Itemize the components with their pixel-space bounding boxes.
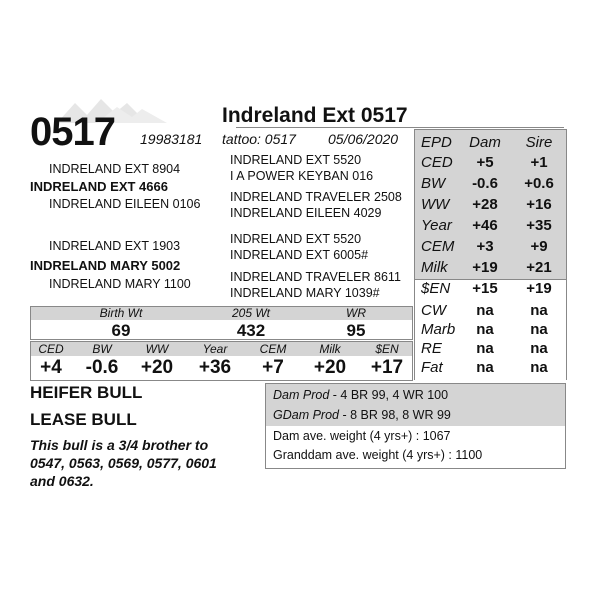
bull-epd-header: Year xyxy=(202,342,228,356)
dam-prod-line xyxy=(273,388,448,402)
bull-epd-value: +7 xyxy=(262,357,284,378)
bull-epd-value: +20 xyxy=(313,357,347,378)
epd-label: Year xyxy=(421,217,452,234)
bull-epd-value: +4 xyxy=(40,357,62,378)
pedigree-right-line: INDRELAND EILEEN 4029 xyxy=(230,206,382,220)
pedigree-right-line: INDRELAND MARY 1039# xyxy=(230,286,380,300)
epd-sire-value: na xyxy=(530,321,548,338)
epd-dam-value: +19 xyxy=(472,259,498,276)
bull-epd-header: CEM xyxy=(259,342,287,356)
maternal-granddam: INDRELAND MARY 1100 xyxy=(49,277,191,291)
heifer-bull-label: HEIFER BULL xyxy=(30,383,143,402)
epd-row-en xyxy=(415,278,566,298)
epd-row-cem xyxy=(415,236,566,256)
production-box xyxy=(265,383,566,469)
registration-number: 19983181 xyxy=(140,131,203,147)
epd-dam-value: na xyxy=(476,321,494,338)
granddam-weight: Granddam ave. weight (4 yrs+) : 1100 xyxy=(273,448,483,462)
bull-epd-header: $EN xyxy=(375,342,399,356)
bull-epd-header: Milk xyxy=(319,342,341,356)
epd-header-sire: Sire xyxy=(525,134,553,151)
birth-date: 05/06/2020 xyxy=(328,131,399,147)
epd-label: BW xyxy=(421,175,446,192)
gdam-prod-line xyxy=(273,408,451,422)
pedigree-right-line: I A POWER KEYBAN 016 xyxy=(230,169,374,183)
epd-label: RE xyxy=(421,340,442,357)
epd-label: $EN xyxy=(421,280,451,297)
epd-sire-value: +19 xyxy=(526,280,552,297)
epd-label: Milk xyxy=(421,259,448,276)
epd-sire-value: na xyxy=(530,302,548,319)
epd-dam-value: na xyxy=(476,302,494,319)
paternal-grandsire: INDRELAND EXT 8904 xyxy=(49,162,181,176)
pedigree-right-line: INDRELAND EXT 6005# xyxy=(230,248,369,262)
perf-header-birth-wt: Birth Wt xyxy=(99,306,143,320)
epd-row-bw xyxy=(415,173,566,193)
bull-epd-header: CED xyxy=(38,342,64,356)
epd-dam-value: +46 xyxy=(472,217,498,234)
epd-row-milk xyxy=(415,257,566,277)
epd-label: CED xyxy=(421,154,453,171)
epd-sire-value: +35 xyxy=(526,217,552,234)
title-divider xyxy=(236,127,564,128)
bull-epd-value: -0.6 xyxy=(85,357,119,378)
gdam-prod-value: - 8 BR 98, 8 WR 99 xyxy=(339,408,451,422)
epd-sire-value: +9 xyxy=(530,238,548,255)
bull-epd-value: +36 xyxy=(198,357,232,378)
epd-row-ww xyxy=(415,194,566,214)
epd-label: WW xyxy=(421,196,450,213)
pedigree-right-line: INDRELAND TRAVELER 2508 xyxy=(230,190,402,204)
bull-epd-header: BW xyxy=(92,342,112,356)
bull-epd-header: WW xyxy=(145,342,169,356)
epd-row-fat xyxy=(415,357,566,377)
epd-sire-value: na xyxy=(530,340,548,357)
pedigree-right-line: INDRELAND TRAVELER 8611 xyxy=(230,270,401,284)
epd-label: CEM xyxy=(421,238,455,255)
epd-sire-value: +0.6 xyxy=(524,175,554,192)
bull-name-title: Indreland Ext 0517 xyxy=(222,104,408,127)
pedigree-right-line: INDRELAND EXT 5520 xyxy=(230,232,362,246)
paternal-granddam: INDRELAND EILEEN 0106 xyxy=(49,197,201,211)
epd-dam-value: na xyxy=(476,359,494,376)
brother-note: This bull is a 3/4 brother to 0547, 0563, 0569, 0577, 0601 and 0632. xyxy=(30,437,217,489)
perf-header-wr: WR xyxy=(346,306,366,320)
epd-dam-value: na xyxy=(476,340,494,357)
dam-weight: Dam ave. weight (4 yrs+) : 1067 xyxy=(273,429,451,443)
dam-name: INDRELAND MARY 5002 xyxy=(30,258,181,273)
epd-row-marb xyxy=(415,319,566,339)
bull-epd-value: +20 xyxy=(140,357,174,378)
epd-label: CW xyxy=(421,302,446,319)
epd-row-cw xyxy=(415,300,566,320)
epd-label: Marb xyxy=(421,321,456,338)
epd-sire-value: +16 xyxy=(526,196,552,213)
epd-dam-value: +3 xyxy=(476,238,494,255)
epd-row-year xyxy=(415,215,566,235)
pedigree-right-line: INDRELAND EXT 5520 xyxy=(230,153,362,167)
epd-header-epd: EPD xyxy=(421,134,452,151)
bull-epd-value: +17 xyxy=(370,357,404,378)
dam-prod-label: Dam Prod xyxy=(273,388,330,402)
lot-number: 0517 xyxy=(30,110,115,154)
epd-sire-value: +1 xyxy=(530,154,548,171)
perf-birth-wt-value: 69 xyxy=(111,321,131,340)
lease-bull-label: LEASE BULL xyxy=(30,410,137,429)
sire-name: INDRELAND EXT 4666 xyxy=(30,179,168,194)
bull-epd-table xyxy=(30,341,413,381)
perf-header-205-wt: 205 Wt xyxy=(231,306,270,320)
epd-row-re xyxy=(415,338,566,358)
epd-dam-value: +28 xyxy=(472,196,498,213)
perf-wr-value: 95 xyxy=(346,321,366,340)
epd-row-ced xyxy=(415,152,566,172)
epd-label: Fat xyxy=(421,359,443,376)
epd-sire-value: na xyxy=(530,359,548,376)
epd-dam-value: -0.6 xyxy=(472,175,498,192)
epd-header-dam: Dam xyxy=(469,134,501,151)
gdam-prod-label: GDam Prod xyxy=(273,408,339,422)
dam-prod-value: - 4 BR 99, 4 WR 100 xyxy=(329,388,449,402)
epd-dam-value: +5 xyxy=(476,154,494,171)
epd-sire-value: +21 xyxy=(526,259,552,276)
tattoo: tattoo: 0517 xyxy=(222,131,296,147)
epd-header-row xyxy=(415,132,566,152)
epd-dam-value: +15 xyxy=(472,280,498,297)
performance-table xyxy=(30,306,413,340)
epd-table xyxy=(414,129,567,380)
maternal-grandsire: INDRELAND EXT 1903 xyxy=(49,239,181,253)
perf-205-wt-value: 432 xyxy=(236,321,266,340)
